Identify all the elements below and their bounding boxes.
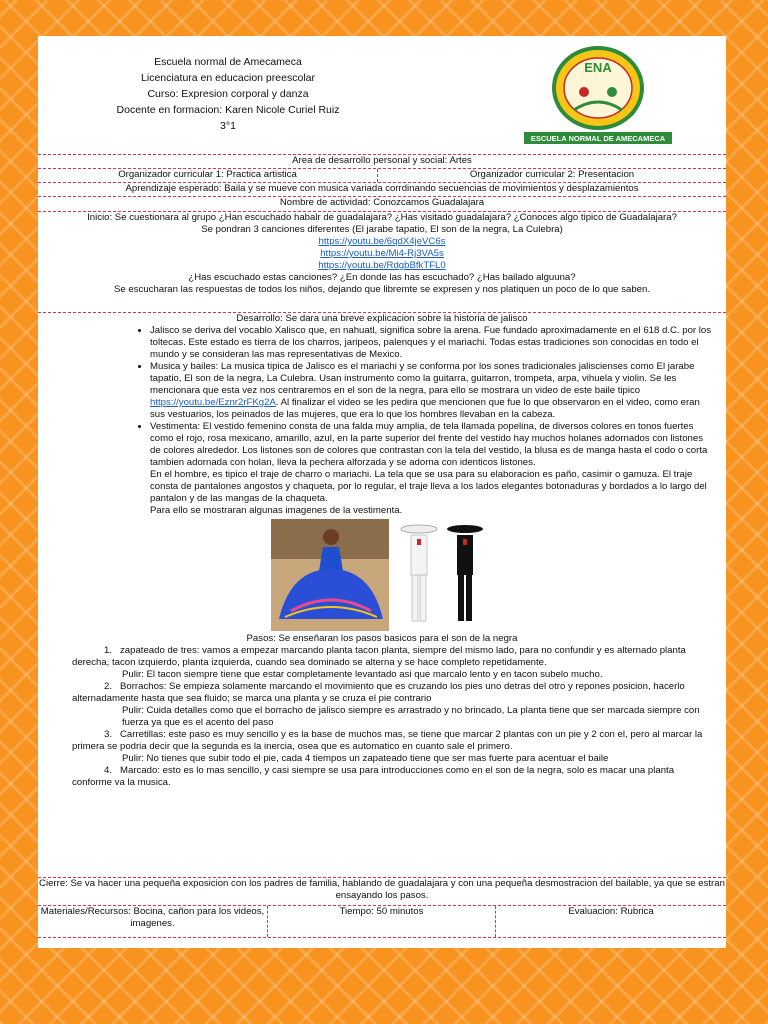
- pulir-3: Pulir: No tienes que subir todo el pie, cada 4 tiempos un zapateado tiene que ser mas fuerte para acentuar el baile: [122, 753, 609, 764]
- pulir-2: Pulir: Cuida detalles como que el borracho de jalisco siempre es arrastrado y no brincado, La planta tiene que ser marcada siempre con fuerza ya que es el acento del paso: [122, 705, 700, 728]
- area-row: Area de desarrollo personal y social: Artes: [38, 155, 726, 169]
- organizer-1: Organizador curricular 1: Practica artistica: [38, 169, 378, 182]
- video-link-negra[interactable]: https://youtu.be/Eznr2rFKg2A: [150, 397, 276, 408]
- dancer-dress-photo: [271, 519, 389, 631]
- step-4: 4. Marcado: esto es lo mas sencillo, y casi siempre se usa para introducciones como en el son de la negra, solo es macar una planta conforme va la musica.: [72, 765, 675, 788]
- organizer-2: Organizador curricular 2: Presentacion: [469, 169, 635, 180]
- images-note: Para ello se mostraran algunas imagenes de la vestimenta.: [150, 505, 403, 516]
- lesson-plan-page: [38, 36, 726, 948]
- teacher-name: Docente en formacion: Karen Nicole Curiel Ruiz: [116, 104, 340, 116]
- header-text-block: [98, 54, 358, 134]
- time-cell: Tiempo: 50 minutos: [268, 906, 496, 937]
- inicio-closing: Se escucharan las respuestas de todos los niños, dejando que libremte se expresen y nos platiquen un poco de lo que saben.: [113, 284, 650, 295]
- pulir-1: Pulir: El tacon siempre tiene que estar completamente levantado asi que marcalo lento y en tacon subelo mucho.: [122, 669, 603, 680]
- mens-clothing-text: En el hombre, es tipico el traje de charro o mariachi. La tela que se usa para su elaboracion es paño, casimir o gamuza. El traje consta de pantalones angostos y chaqueta, por lo regular, el traje lleva a los lados elegantes botonaduras y bordados a lo largo del pantalon y de las mangas de la chaqueta.: [150, 469, 707, 504]
- bullet-music: • Musica y bailes: La musica tipica de Jalisco es el mariachi y se conforma por los sones tradicionales jaliscienses como El jarabe tapatio, El son de la negra, La Culebra. Usan instrumento como la guitarra, guitarron, trompeta, arpa, vihuela y violin. Se les mencionara que esta vez nos centraremos en el son de la negra, para ello se mostrara un video de este baile tipico https://youtu.be/Eznr2rFKg2A. Al finalizar el video se les pedira que mencionen que fue lo que observaron en el video, como eran sus vestuarios, los peinados de las mujeres, que era lo que los hombres llevaban en la cabeza.: [150, 361, 716, 421]
- lesson-plan-table: [38, 154, 726, 938]
- expected-learning-row: Aprendizaje esperado: Baila y se mueve con musica variada corrdinando secuencias de movimientos y desplazamientos: [38, 183, 726, 197]
- materials-cell: Materiales/Recursos: Bocina, cañon para los videos, imagenes.: [38, 906, 268, 937]
- logo-caption: ESCUELA NORMAL DE AMECAMECA: [530, 134, 666, 143]
- cierre-row: Cierre: Se va hacer una pequeña exposicion con los padres de familia, hablando de guadalajara y con una pequeña desmostracion del bailable, ya que se estran ensayando los pasos.: [38, 878, 726, 906]
- desarrollo-bullets: [38, 325, 726, 469]
- bullet-clothing: • Vestimenta: El vestido femenino consta de una falda muy amplia, de tela llamada popelina, de diversos colores en tonos fuertes como el rojo, rosa mexicano, amarillo, azul, en la parte superior del frente del vestido hay muchos holanes adornados con listones de colores alrededor. Los listones son de colores que contrastan con la tela del vestido, la blusa es de manga hasta el codo o corta tambien adornada con holan, lleva la pechera alforzada y se adorna con identicos listones.: [150, 421, 716, 469]
- pasos-list: [38, 645, 726, 789]
- desarrollo-title: Desarrollo: Se dara una breve explicacion sobre la historia de jalisco: [236, 313, 528, 324]
- clothing-photos: [38, 519, 726, 631]
- course-name: Curso: Expresion corporal y danza: [147, 88, 309, 100]
- school-name: Escuela normal de Amecameca: [154, 56, 302, 68]
- charro-suits-photo: [393, 519, 493, 631]
- bullet-history: • Jalisco se deriva del vocablo Xalisco que, en nahuatl, significa sobre la arena. Fue fundado aproximadamente en el 618 d.C. por los toltecas. Este estado es tierra de los charros, jaripeos, palenques y el mariachi. Todas estas tradiciones son conocidas en todo el mundo y se consideran las mas representativas de Mexico.: [150, 325, 716, 361]
- desarrollo-section: [38, 313, 726, 878]
- group-label: 3°1: [220, 120, 236, 132]
- inicio-section: [38, 212, 726, 313]
- video-link-2[interactable]: https://youtu.be/Mi4-Rj3VA5s: [320, 248, 444, 259]
- evaluation-cell: Evaluacion: Rubrica: [568, 906, 654, 917]
- inicio-questions: Inicio: Se cuestionara al grupo ¿Han escuchado habalr de guadalajara? ¿Has visitado guadalajara? ¿Conoces algo tipico de Guadalajara?: [87, 212, 677, 223]
- activity-name-row: Nombre de actividad: Conozcamos Guadalajara: [38, 197, 726, 212]
- logo-abbreviation: ENA: [584, 60, 612, 75]
- step-1: 1. zapateado de tres: vamos a empezar marcando planta tacon planta, siempre del mismo lado, para no confundir y es alternado planta derecha, tacon izquierdo, planta izquierda, cuando sea dominado se alterna y se hace completo repetidamente.: [72, 645, 686, 668]
- degree-name: Licenciatura en educacion preescolar: [141, 72, 315, 84]
- step-3: 3. Carretillas: este paso es muy sencillo y es la base de muchos mas, se tiene que marcar 2 plantas con un pie y 2 con el, pero al marcar la primera se podria decir que la segunda es la inercia, osea que es automatico en cuanto sale el primero.: [72, 729, 703, 752]
- video-link-3[interactable]: https://youtu.be/RdgbBfkTFL0: [318, 260, 446, 271]
- inicio-followup-question: ¿Has escuchado estas canciones? ¿En donde las has escuchado? ¿Has bailado alguuna?: [188, 272, 576, 283]
- document-header: [38, 36, 726, 154]
- organizers-row: [38, 169, 726, 183]
- school-logo: [518, 46, 678, 146]
- video-link-1[interactable]: https://youtu.be/6qdX4jeVC6s: [318, 236, 446, 247]
- inicio-songs: Se pondran 3 canciones diferentes (El jarabe tapatio, El son de la negra, La Culebra): [201, 224, 563, 235]
- step-2: 2. Borrachos: Se empieza solamente marcando el movimiento que es cruzando los pies uno detras del otro y repones posicion, hacerlo alternadamente hasta que sea fluido; se marca una planta y se cruza el pie contrario: [72, 681, 685, 704]
- pasos-title: Pasos: Se enseñaran los pasos basicos para el son de la negra: [246, 633, 518, 644]
- resources-row: [38, 906, 726, 938]
